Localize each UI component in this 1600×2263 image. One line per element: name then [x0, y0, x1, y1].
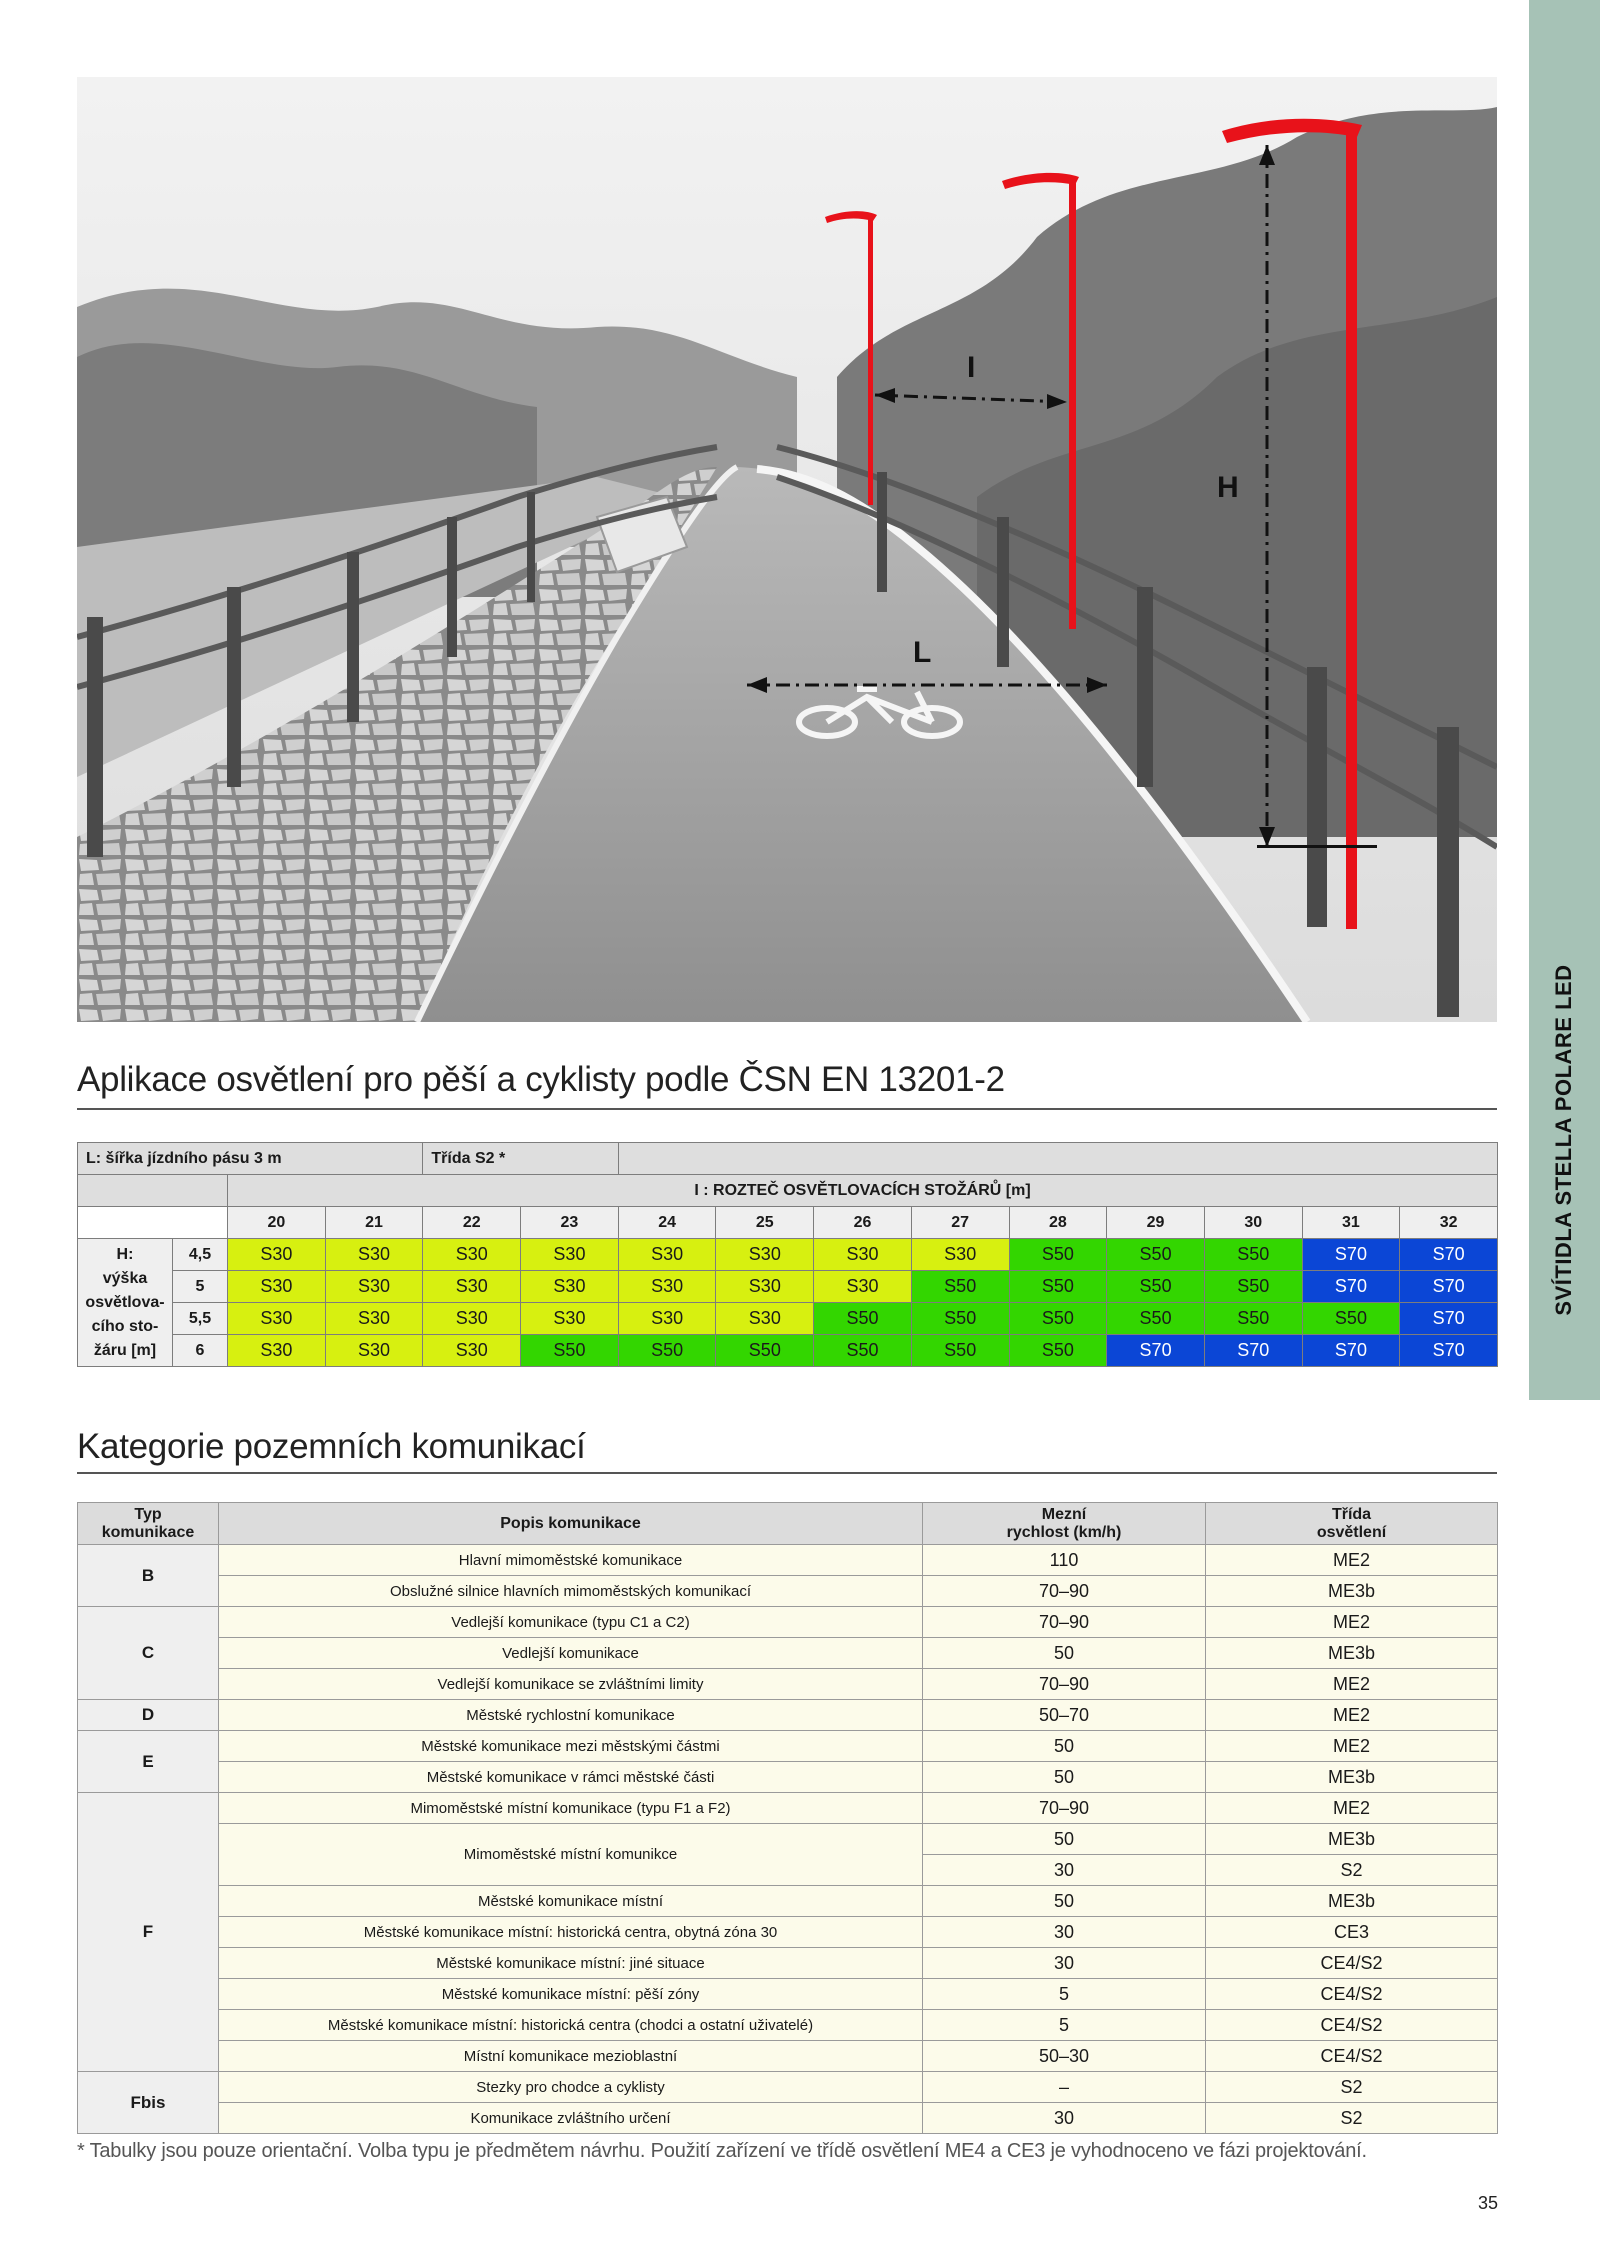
- lighting-class: ME3b: [1206, 1824, 1498, 1855]
- lighting-class: S2: [1206, 2072, 1498, 2103]
- lighting-class-cell: S30: [521, 1239, 619, 1271]
- spacing-value: 29: [1107, 1207, 1205, 1239]
- lighting-class-cell: S30: [325, 1239, 423, 1271]
- road-description: Vedlejší komunikace (typu C1 a C2): [219, 1607, 923, 1638]
- road-type: B: [78, 1545, 219, 1607]
- road-description: Vedlejší komunikace: [219, 1638, 923, 1669]
- road-description: Místní komunikace mezioblastní: [219, 2041, 923, 2072]
- table-row: [78, 1700, 1498, 1731]
- lighting-class-cell: S50: [521, 1335, 619, 1367]
- road-description: Mimoměstské místní komunikace (typu F1 a F2): [219, 1793, 923, 1824]
- road-description: Městské komunikace místní: pěší zóny: [219, 1979, 923, 2010]
- spacing-value: 24: [618, 1207, 716, 1239]
- lighting-class: CE4/S2: [1206, 1979, 1498, 2010]
- lighting-class-cell: S70: [1400, 1271, 1498, 1303]
- lighting-class-cell: S50: [814, 1303, 912, 1335]
- speed-limit: 50–70: [923, 1700, 1206, 1731]
- lighting-class: ME3b: [1206, 1576, 1498, 1607]
- table-row: [78, 1731, 1498, 1762]
- lighting-class-cell: S50: [911, 1303, 1009, 1335]
- lighting-class-cell: S50: [1009, 1239, 1107, 1271]
- road-description: Městské komunikace místní: historická centra (chodci a ostatní uživatelé): [219, 2010, 923, 2041]
- table-row: [78, 1303, 1498, 1335]
- lighting-class-cell: S70: [1400, 1335, 1498, 1367]
- table-row: [78, 2072, 1498, 2103]
- lighting-class-cell: S50: [814, 1335, 912, 1367]
- section-title-road-categories: Kategorie pozemních komunikací: [77, 1427, 586, 1466]
- width-label: L: [913, 636, 932, 669]
- lighting-class: CE4/S2: [1206, 1948, 1498, 1979]
- lighting-class-cell: S30: [618, 1303, 716, 1335]
- lighting-class: ME2: [1206, 1700, 1498, 1731]
- speed-limit: 5: [923, 2010, 1206, 2041]
- header-type: Typ komunikace: [78, 1503, 219, 1545]
- table-row: [78, 1762, 1498, 1793]
- section-title-lighting: Aplikace osvětlení pro pěší a cyklisty podle ČSN EN 13201-2: [77, 1060, 1005, 1099]
- lighting-class-cell: S70: [1302, 1335, 1400, 1367]
- table-row: [78, 1669, 1498, 1700]
- lighting-class-cell: S50: [618, 1335, 716, 1367]
- lighting-class: ME2: [1206, 1793, 1498, 1824]
- lighting-class: S2: [1206, 2103, 1498, 2134]
- speed-limit: 70–90: [923, 1576, 1206, 1607]
- road-description: Hlavní mimoměstské komunikace: [219, 1545, 923, 1576]
- side-tab-label: SVÍTIDLA STELLA POLARE LED: [1551, 964, 1576, 1316]
- lighting-class: CE4/S2: [1206, 2041, 1498, 2072]
- speed-limit: 70–90: [923, 1607, 1206, 1638]
- lighting-class-cell: S50: [1009, 1271, 1107, 1303]
- speed-limit: 5: [923, 1979, 1206, 2010]
- table-row: [78, 1886, 1498, 1917]
- lighting-class-cell: S30: [423, 1271, 521, 1303]
- class-label: Třída S2 *: [423, 1143, 618, 1175]
- lighting-class-cell: S30: [228, 1271, 326, 1303]
- lighting-class-cell: S70: [1204, 1335, 1302, 1367]
- lighting-class: ME3b: [1206, 1762, 1498, 1793]
- lighting-class-cell: S30: [716, 1271, 814, 1303]
- lighting-class: ME2: [1206, 1545, 1498, 1576]
- road-description: Městské komunikace místní: jiné situace: [219, 1948, 923, 1979]
- spacing-value: 32: [1400, 1207, 1498, 1239]
- spacing-value: 26: [814, 1207, 912, 1239]
- lighting-class-cell: S30: [716, 1303, 814, 1335]
- table-row: [78, 1239, 1498, 1271]
- section-rule: [77, 1108, 1497, 1110]
- speed-limit: 70–90: [923, 1793, 1206, 1824]
- road-description: Městské komunikace mezi městskými částmi: [219, 1731, 923, 1762]
- table-row: [78, 1207, 1498, 1239]
- lighting-class: CE4/S2: [1206, 2010, 1498, 2041]
- lighting-class-cell: S30: [716, 1239, 814, 1271]
- speed-limit: –: [923, 2072, 1206, 2103]
- speed-limit: 50: [923, 1886, 1206, 1917]
- speed-limit: 110: [923, 1545, 1206, 1576]
- lighting-class: ME3b: [1206, 1638, 1498, 1669]
- height-value: 4,5: [173, 1239, 228, 1271]
- width-label: L: šířka jízdního pásu 3 m: [78, 1143, 423, 1175]
- spacing-value: 20: [228, 1207, 326, 1239]
- lighting-class-cell: S30: [618, 1271, 716, 1303]
- lighting-class-cell: S50: [1107, 1271, 1205, 1303]
- lighting-class-cell: S70: [1302, 1271, 1400, 1303]
- height-label: H: [1217, 471, 1239, 504]
- lighting-class-cell: S50: [911, 1271, 1009, 1303]
- lighting-class-cell: S30: [228, 1335, 326, 1367]
- spacing-value: 22: [423, 1207, 521, 1239]
- header-class: Třída osvětlení: [1206, 1503, 1498, 1545]
- table-row: [78, 1793, 1498, 1824]
- speed-limit: 70–90: [923, 1669, 1206, 1700]
- lighting-class-cell: S30: [911, 1239, 1009, 1271]
- speed-limit: 50: [923, 1638, 1206, 1669]
- lighting-class: ME2: [1206, 1731, 1498, 1762]
- road-description: Obslužné silnice hlavních mimoměstských komunikací: [219, 1576, 923, 1607]
- table-header-row: [78, 1503, 1498, 1545]
- lighting-class-cell: S30: [325, 1303, 423, 1335]
- lighting-class-cell: S30: [228, 1239, 326, 1271]
- road-type: F: [78, 1793, 219, 2072]
- lighting-class: S2: [1206, 1855, 1498, 1886]
- speed-limit: 30: [923, 2103, 1206, 2134]
- cycle-path-photo: [77, 77, 1497, 1022]
- road-description: Stezky pro chodce a cyklisty: [219, 2072, 923, 2103]
- road-type: Fbis: [78, 2072, 219, 2134]
- lighting-class-cell: S30: [423, 1303, 521, 1335]
- lighting-class-cell: S50: [1009, 1335, 1107, 1367]
- table-row: [78, 1143, 1498, 1175]
- table-row: [78, 1175, 1498, 1207]
- lighting-class-cell: S30: [423, 1335, 521, 1367]
- spacing-value: 25: [716, 1207, 814, 1239]
- lighting-class-cell: S30: [325, 1271, 423, 1303]
- lighting-class-cell: S50: [1009, 1303, 1107, 1335]
- table-row: [78, 1979, 1498, 2010]
- speed-limit: 50: [923, 1762, 1206, 1793]
- lighting-class: ME3b: [1206, 1886, 1498, 1917]
- road-category-table: [77, 1502, 1498, 2134]
- spacing-value: 28: [1009, 1207, 1107, 1239]
- road-type: E: [78, 1731, 219, 1793]
- spacing-value: 31: [1302, 1207, 1400, 1239]
- table-row: [78, 1638, 1498, 1669]
- road-description: Městské komunikace v rámci městské části: [219, 1762, 923, 1793]
- speed-limit: 50–30: [923, 2041, 1206, 2072]
- height-value: 5,5: [173, 1303, 228, 1335]
- height-value: 5: [173, 1271, 228, 1303]
- lighting-class-cell: S50: [716, 1335, 814, 1367]
- table-row: [78, 2010, 1498, 2041]
- empty-cell: [618, 1143, 1497, 1175]
- lighting-class-cell: S50: [1107, 1303, 1205, 1335]
- empty-cell: [78, 1175, 228, 1207]
- table-row: [78, 1335, 1498, 1367]
- section-rule: [77, 1472, 1497, 1474]
- table-row: [78, 1576, 1498, 1607]
- road-description: Vedlejší komunikace se zvláštními limity: [219, 1669, 923, 1700]
- spacing-header: I : ROZTEČ OSVĚTLOVACÍCH STOŽÁRŮ [m]: [228, 1175, 1498, 1207]
- road-description: Komunikace zvláštního určení: [219, 2103, 923, 2134]
- table-row: [78, 1824, 1498, 1855]
- lighting-class-cell: S50: [1204, 1271, 1302, 1303]
- lighting-class-cell: S50: [1302, 1303, 1400, 1335]
- lighting-class-cell: S50: [1204, 1239, 1302, 1271]
- speed-limit: 30: [923, 1948, 1206, 1979]
- cycle-path-illustration: [77, 77, 1497, 1022]
- road-type: C: [78, 1607, 219, 1700]
- lighting-class-cell: S70: [1400, 1239, 1498, 1271]
- speed-limit: 30: [923, 1917, 1206, 1948]
- lighting-class-cell: S50: [911, 1335, 1009, 1367]
- lighting-class-cell: S70: [1302, 1239, 1400, 1271]
- spacing-value: 21: [325, 1207, 423, 1239]
- lighting-class-cell: S30: [618, 1239, 716, 1271]
- table-row: [78, 2103, 1498, 2134]
- road-description: Mimoměstské místní komunikce: [219, 1824, 923, 1886]
- lighting-class-cell: S30: [228, 1303, 326, 1335]
- table-row: [78, 1917, 1498, 1948]
- table-row: [78, 2041, 1498, 2072]
- lighting-class: ME2: [1206, 1607, 1498, 1638]
- table-row: [78, 1607, 1498, 1638]
- lighting-class-cell: S30: [325, 1335, 423, 1367]
- lighting-class-cell: S30: [521, 1271, 619, 1303]
- lighting-class: CE3: [1206, 1917, 1498, 1948]
- lighting-class-cell: S30: [521, 1303, 619, 1335]
- footnote: * Tabulky jsou pouze orientační. Volba typu je předmětem návrhu. Použití zařízení ve třídě osvětlení ME4 a CE3 je vyhodnoceno ve fázi projektování.: [77, 2140, 1367, 2162]
- spacing-value: 27: [911, 1207, 1009, 1239]
- speed-limit: 30: [923, 1855, 1206, 1886]
- height-value: 6: [173, 1335, 228, 1367]
- spacing-value: 23: [521, 1207, 619, 1239]
- lighting-class-cell: S70: [1107, 1335, 1205, 1367]
- road-description: Městské komunikace místní: [219, 1886, 923, 1917]
- header-speed: Mezní rychlost (km/h): [923, 1503, 1206, 1545]
- lighting-class-cell: S50: [1107, 1239, 1205, 1271]
- lighting-class-cell: S30: [814, 1271, 912, 1303]
- table-row: [78, 1545, 1498, 1576]
- lighting-class: ME2: [1206, 1669, 1498, 1700]
- spacing-label: I: [967, 351, 976, 384]
- lighting-class-cell: S30: [423, 1239, 521, 1271]
- lighting-class-table: [77, 1142, 1498, 1367]
- speed-limit: 50: [923, 1731, 1206, 1762]
- page-number: 35: [1478, 2193, 1499, 2213]
- table-row: [78, 1948, 1498, 1979]
- lighting-class-cell: S30: [814, 1239, 912, 1271]
- road-description: Městské komunikace místní: historická centra, obytná zóna 30: [219, 1917, 923, 1948]
- road-type: D: [78, 1700, 219, 1731]
- header-desc: Popis komunikace: [219, 1503, 923, 1545]
- table-row: [78, 1271, 1498, 1303]
- lighting-class-cell: S70: [1400, 1303, 1498, 1335]
- road-description: Městské rychlostní komunikace: [219, 1700, 923, 1731]
- speed-limit: 50: [923, 1824, 1206, 1855]
- height-header: H: výška osvětlova- cího sto- žáru [m]: [78, 1239, 173, 1367]
- empty-cell: [78, 1207, 228, 1239]
- spacing-value: 30: [1204, 1207, 1302, 1239]
- lighting-class-cell: S50: [1204, 1303, 1302, 1335]
